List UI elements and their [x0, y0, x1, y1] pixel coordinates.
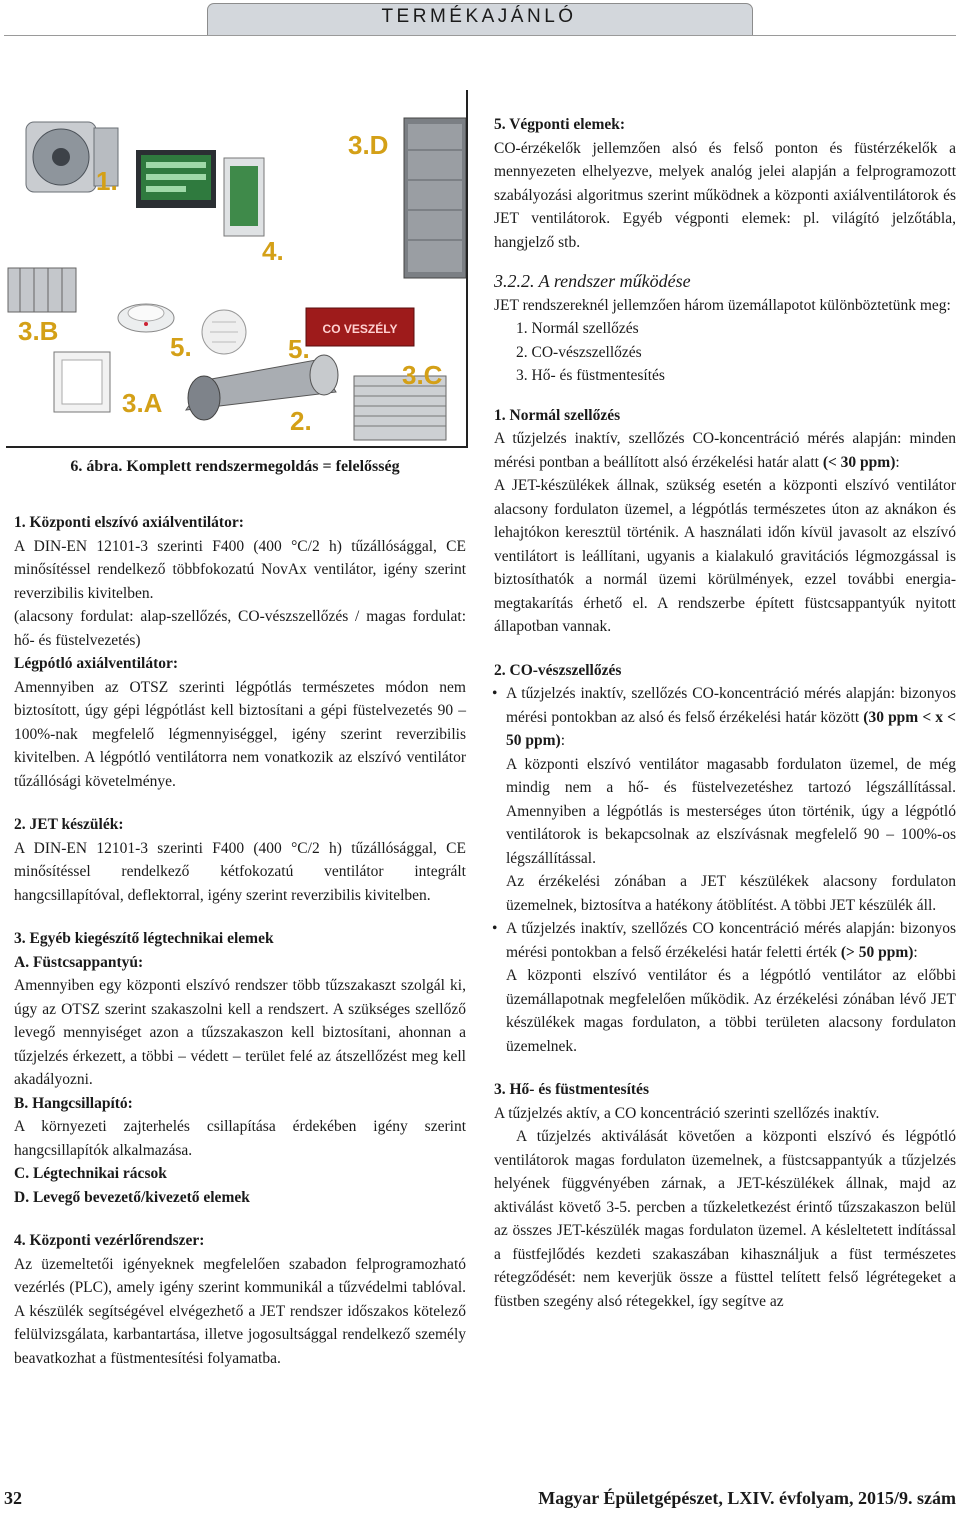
fig-label-5a: 5.	[170, 332, 192, 362]
figure-illustration	[6, 110, 468, 448]
mode-list-item-3: 3. Hő- és füstmentesítés	[516, 367, 665, 384]
air-grille-image	[54, 352, 110, 412]
fig-label-3d: 3.D	[348, 130, 389, 160]
section-1-heading: 1. Központi elszívó axiálventilátor:	[14, 514, 244, 531]
subsection-text: JET rendszereknél jellemzően három üzemállapotot különböztetünk meg:	[494, 296, 951, 314]
section-3c-heading: C. Légtechnikai rácsok	[14, 1165, 167, 1182]
figure-caption: 6. ábra. Komplett rendszermegoldás = felelősség	[70, 458, 400, 475]
figure-frame-right	[466, 90, 468, 446]
section-4-heading: 4. Központi vezérlőrendszer:	[14, 1232, 205, 1249]
system-figure	[6, 110, 468, 448]
svg-text:CO VESZÉLY: CO VESZÉLY	[322, 322, 398, 336]
section-1b-heading: Légpótló axiálventilátor:	[14, 655, 179, 672]
mode-list-item-1: 1. Normál szellőzés	[516, 320, 639, 337]
control-panel-image	[136, 150, 264, 236]
header-rule	[4, 35, 956, 36]
section-3a-text: Amennyiben egy központi elszívó rendszer több tűzszakaszt szolgál ki, úgy az OTSZ szerint szakaszolni kell a rendszert. A szükséges szellőző levegő mennyiséget azon a tűzszakaszon kell biztosítani, ahonnan a tűzjelzés érkezett, a többi – védett – terület felé az átszellőzést meg kell akadályozni.	[14, 977, 466, 1088]
co-bullet-2-text: A központi elszívó ventilátor és a légpótló ventilátor az előbbi üzemállapotnak megfelelően működik. Az érzékelési zónában lévő JET készülékek magas fordulaton, a többi területen alacsony fordulaton üzemelnek.	[506, 967, 956, 1055]
section-4-text: Az üzemeltetői igényeknek megfelelően szabadon felprogramozható vezérlés (PLC), amely igény szerint kommunikál a tűzvédelmi tablóval. A készülék segítségével elvégezhető a JET rendszer időszakos kötelező felülvizsgálata, karbantartása, illetve jogosultsággal rendelkező személy beavatkozhat a füstmentesítési folyamatba.	[14, 1255, 466, 1367]
co-bullet-1: • A tűzjelzés inaktív, szellőzés CO-koncentráció mérés alapján: bizonyos mérési pontokban az alsó és felső érzékelési határ között (30 ppm < x < 50 ppm):	[494, 682, 956, 753]
section-3a-heading: A. Füstcsappantyú:	[14, 953, 144, 971]
smoke-text: A tűzjelzés aktiválását követően a központi elszívó és légpótló ventilátorok magas fordulaton üzemelnek, a füstcsappantyúk a tűzjelzés helyének függvényében zárnak, a JET-készülékek állnak, majd az aktiválást követő 3-5. percben a tűzkeletkezést érintő tűzszakaszon belül az összes JET-készülék magas fordulaton üzemel. A késleltetett indítással a füstfejlődés kezdeti szakaszában kihasználjuk a füst természetes rétegződését: nem keverjük össze a füsttel telített felső légrétegeket a füstben szegény alsó rétegekkel, így segítve az	[494, 1128, 956, 1310]
section-2-text: A DIN-EN 12101-3 szerinti F400 (400 °C/2 h) tűzállósággal, CE minősítéssel rendelkező kétfokozatú ventilátor integrált hangcsillapítóval, deflektorral, igény szerint reverzibilis kivitelben.	[14, 839, 466, 904]
co-warning-sign	[306, 308, 414, 346]
fig-label-3c: 3.C	[402, 360, 443, 390]
normal-ventilation-text: A JET-készülékek állnak, szükség esetén a központi elszívó ventilátor alacsony fordulaton üzemel, a légpótlás természetes úton az aknákon és lehajtókon keresztül történik. A használati időn kívül javasolt az elszívó ventilátort is leállítani, ugyanis a kialakuló gravitációs légmozgással is biztosíthatók a normál üzemi körülmények, ezzel további energia-megtakarítás érhető el. A rendszerbe épített füstcsappantyúk nyitott állapotban vannak.	[494, 477, 956, 635]
silencer-image	[404, 118, 466, 278]
subsection-heading: 3.2.2. A rendszer működése	[494, 271, 691, 291]
section-1-note: (alacsony fordulat: alap-szellőzés, CO-vészszellőzés / magas fordulat: hő- és füstelvezetés)	[14, 608, 466, 649]
fig-label-5b: 5.	[288, 334, 310, 364]
co-sensor-image	[202, 310, 246, 354]
fig-label-2: 2.	[290, 406, 312, 436]
section-5-heading: 5. Végponti elemek:	[494, 116, 626, 133]
section-3d-heading: D. Levegő bevezető/kivezető elemek	[14, 1188, 250, 1206]
fig-label-4: 4.	[262, 236, 284, 266]
left-column	[14, 511, 466, 1370]
section-2-heading: 2. JET készülék:	[14, 816, 124, 833]
section-3b-heading: B. Hangcsillapító:	[14, 1094, 133, 1112]
normal-ventilation-condition: A tűzjelzés inaktív, szellőzés CO-koncentráció mérés alapján: minden mérési pontban a beállított alsó érzékelési határ alatt (< 30 ppm):	[494, 430, 956, 471]
damper-box-image	[8, 268, 76, 312]
right-column	[494, 113, 956, 1313]
page-number: 32	[4, 1488, 22, 1508]
fig-label-3b: 3.B	[18, 316, 59, 346]
smoke-heading: 3. Hő- és füstmentesítés	[494, 1081, 649, 1098]
co-bullet-2: • A tűzjelzés inaktív, szellőzés CO koncentráció mérés alapján: bizonyos mérési pontokban a felső érzékelési határ feletti érték (> 50 ppm):	[494, 917, 956, 964]
jet-fan-image	[186, 355, 338, 420]
smoke-detector-image	[118, 304, 174, 332]
section-1-text: A DIN-EN 12101-3 szerinti F400 (400 °C/2 h) tűzállósággal, CE minősítéssel rendelkező többfokozatú NovAx ventilátor, igény szerint reverzibilis kivitelben.	[14, 537, 466, 602]
co-bullet-1-text: A központi elszívó ventilátor magasabb fordulaton üzemel, de még mindig nem a hő- és füstelvezetéshez tartozó légszállítással. Amennyiben a légpótlás is mesterséges úton történik, úgy a légpótló ventilátorok is bekapcsolnak az elszívásnak megfelelő 90 – 100%-os légszállítással.	[506, 755, 956, 867]
mode-list-item-2: 2. CO-vészszellőzés	[516, 343, 642, 361]
section-1b-text: Amennyiben az OTSZ szerinti légpótlás természetes módon nem biztosított, úgy gépi légpótlást kell biztosítani a gépi füstelvezetés 90 – 100%-nak megfelelő légmennyiséggel, igény szerint reverzibilis kivitelben. A légpótló ventilátorra nem vonatkozik az elszívó ventilátor tűzállósági követelménye.	[14, 678, 466, 790]
fig-label-3a: 3.A	[122, 388, 163, 418]
co-bullet-1-text-2: Az érzékelési zónában a JET készülékek alacsony fordulaton üzemelnek, biztosítva a hatékony átöblítést. A többi JET készülék áll.	[506, 873, 956, 914]
normal-ventilation-heading: 1. Normál szellőzés	[494, 406, 621, 424]
journal-citation: Magyar Épületgépészet, LXIV. évfolyam, 2015/9. szám	[538, 1488, 956, 1508]
header-title: TERMÉKAJÁNLÓ	[381, 6, 577, 27]
section-3b-text: A környezeti zajterhelés csillapítása érdekében igény szerint hangcsillapítók alkalmazása.	[14, 1118, 466, 1159]
smoke-condition: A tűzjelzés aktív, a CO koncentráció szerinti szellőzés inaktív.	[494, 1104, 880, 1122]
figure-frame-bottom	[6, 446, 468, 448]
co-ventilation-heading: 2. CO-vészszellőzés	[494, 661, 622, 679]
section-5-text: CO-érzékelők jellemzően alsó és felső ponton és füstérzékelők a mennyezeten elhelyezve, melyek analóg jelei alapján a felprogramozott szabályozási algoritmus szerint működnek a központi axiálventilátorok és JET ventilátorok. Egyéb végponti elemek: pl. világító jelzőtábla, hangjelző stb.	[494, 139, 956, 251]
section-3-heading: 3. Egyéb kiegészítő légtechnikai elemek	[14, 930, 274, 947]
fig-label-1: 1.	[96, 166, 118, 196]
